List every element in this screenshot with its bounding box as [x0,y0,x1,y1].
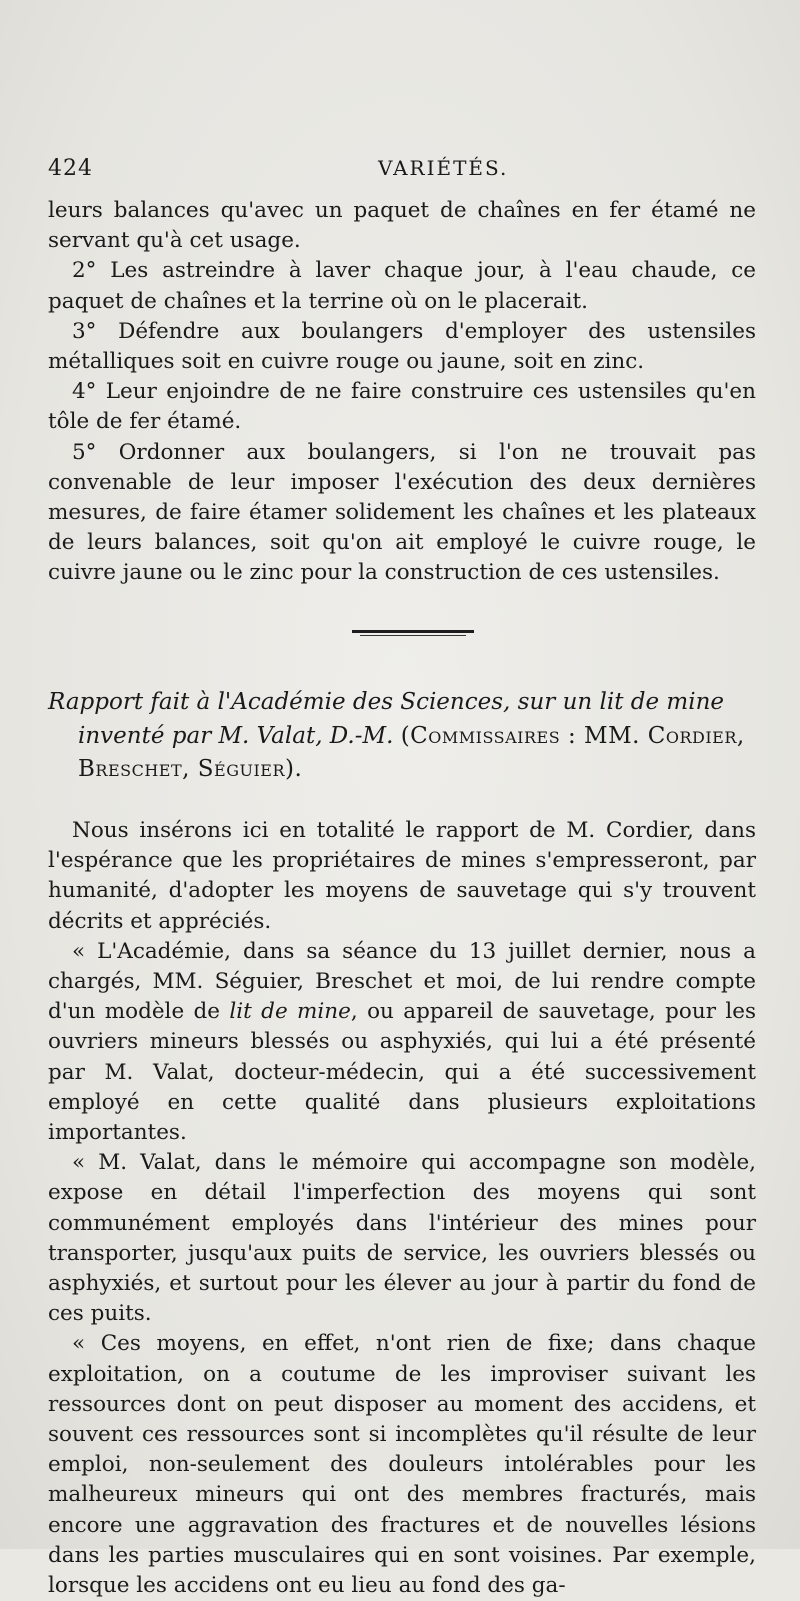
paragraph-text: « L'Académie, dans sa séance du 13 juillet dernier, nous a chargés, MM. Séguier, Breschet et moi, de lui rendre compte d'un modèle de [48,938,756,1025]
article-title [48,686,756,787]
paragraph: « M. Valat, dans le mémoire qui accompagne son modèle, expose en détail l'imperfection des moyens qui sont communément employés dans l'intérieur des mines pour transporter, jusqu'aux puits de service, les ouvriers blessés ou asphyxiés, et surtout pour les élever au jour à partir du fond de ces puits. [48,1150,756,1327]
page-header [48,156,752,186]
page-number: 424 [48,156,93,181]
paragraph-text: , ou appareil de sauvetage, pour les ouvriers mineurs blessés ou asphyxiés, qui lui a été présenté par M. Valat, docteur-médecin, qui a été successivement employé en cette qualité dans plusieurs exploitations importantes. [48,999,756,1146]
paragraph: « Ces moyens, en effet, n'ont rien de fixe; dans chaque exploitation, on a coutume de les improviser suivant les ressources dont on peut disposer au moment des accidens, et souvent ces ressources sont si incomplètes qu'il résulte de leur emploi, non-seulement des douleurs intolérables pour les malheureux mineurs qui ont des membres fracturés, mais encore une aggravation des fractures et de nouvelles lésions dans les parties musculaires qui en sont voisines. Par exemple, lorsque les accidens ont eu lieu au fond des ga- [48,1331,756,1599]
paragraph: Nous insérons ici en totalité le rapport de M. Cordier, dans l'espérance que les propriétaires de mines s'empresseront, par humanité, d'adopter les moyens de sauvetage qui s'y trouvent décrits et appréciés. [48,818,756,934]
title-italic: Rapport fait à l'Académie des Sciences, sur un lit de mine inventé par M. Valat, D.-M. [48,689,725,749]
article-body [48,816,756,1601]
list-item: 3° Défendre aux boulangers d'employer des ustensiles métalliques soit en cuivre rouge ou jaune, soit en zinc. [48,318,756,375]
top-section [48,196,756,589]
italic-term: lit de mine [229,999,351,1025]
title-commissioners: (Commissaires : MM. Cordier, Breschet, Séguier). [78,722,745,782]
list-item: 4° Leur enjoindre de ne faire construire ces ustensiles qu'en tôle de fer étamé. [48,379,756,435]
section-divider [352,630,474,633]
paragraph: leurs balances qu'avec un paquet de chaînes en fer étamé ne servant qu'à cet usage. [48,198,756,254]
paragraph [48,937,756,1148]
list-item: 2° Les astreindre à laver chaque jour, à l'eau chaude, ce paquet de chaînes et la terrine où on le placerait. [48,258,756,314]
running-head: VARIÉTÉS. [378,156,509,180]
list-item: 5° Ordonner aux boulangers, si l'on ne trouvait pas convenable de leur imposer l'exécution des deux dernières mesures, de faire étamer solidement les chaînes et les plateaux de leurs balances, soit qu'on ait employé le cuivre rouge, le cuivre jaune ou le zinc pour la construction de ces ustensiles. [48,439,756,586]
